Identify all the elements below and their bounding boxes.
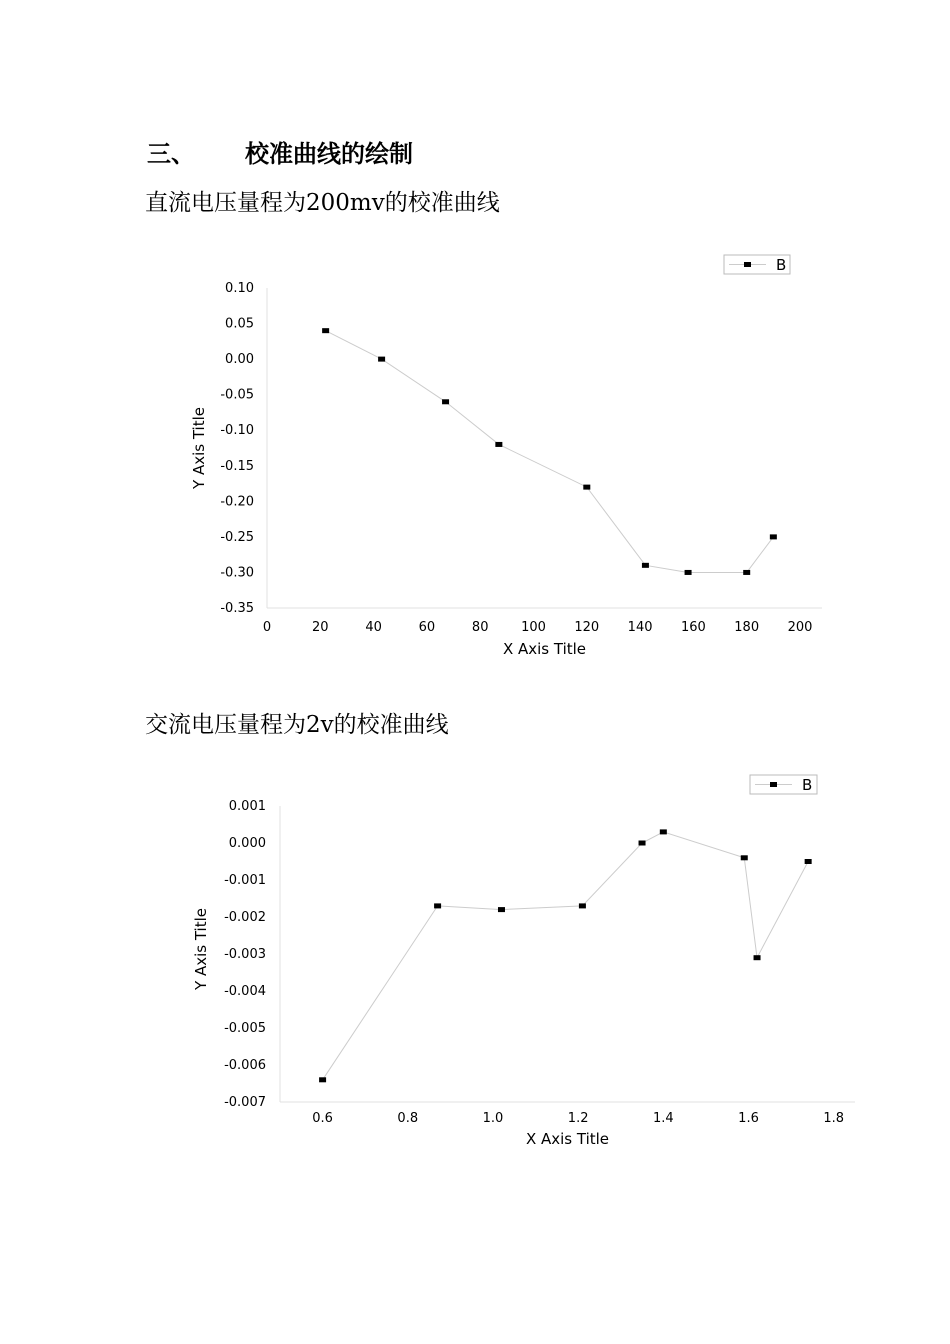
x-tick-label: 1.4 [652, 1111, 674, 1126]
y-tick-label: -0.30 [220, 565, 254, 581]
y-tick-label: 0.05 [225, 316, 254, 332]
x-tick-label: 1.2 [567, 1111, 589, 1126]
y-tick-label: -0.004 [224, 984, 266, 999]
y-tick-label: -0.10 [220, 423, 254, 439]
data-point [378, 357, 385, 362]
section-title: 校准曲线的绘制 [245, 140, 413, 168]
data-point [741, 855, 748, 860]
data-point [805, 859, 812, 864]
section-heading [147, 134, 413, 169]
x-tick-label: 140 [627, 620, 653, 635]
x-tick-label: 120 [574, 620, 600, 635]
y-tick-label: 0.10 [225, 281, 254, 296]
y-tick-label: 0.001 [228, 799, 266, 814]
legend-label: B [802, 776, 813, 794]
x-tick-label: 0 [262, 620, 272, 635]
y-tick-label: 0.000 [228, 836, 266, 851]
legend-marker [744, 262, 751, 267]
y-axis-title: Y Axis Title [190, 407, 208, 489]
x-tick-label: 100 [521, 620, 546, 635]
x-tick-label: 0.6 [312, 1111, 333, 1126]
data-point [498, 907, 505, 912]
data-point [770, 534, 777, 539]
x-tick-label: 1.6 [738, 1111, 759, 1126]
data-point [685, 570, 692, 575]
chart-caption-ac: 交流电压量程为2v的校准曲线 [145, 712, 449, 738]
data-point [579, 903, 586, 908]
x-tick-label: 40 [365, 620, 382, 635]
y-tick-label: 0.00 [225, 352, 254, 368]
x-tick-label: 0.8 [397, 1111, 419, 1126]
y-tick-label: -0.006 [224, 1058, 266, 1073]
data-point [434, 903, 441, 908]
data-point [639, 841, 646, 846]
section-number: 三、 [147, 140, 195, 168]
legend-marker [770, 782, 777, 787]
x-tick-label: 20 [312, 620, 329, 635]
chart-dc-calibration [0, 245, 950, 675]
y-axis-title: Y Axis Title [192, 908, 210, 990]
x-tick-label: 200 [787, 620, 813, 635]
series-line [323, 832, 809, 1080]
data-point [319, 1077, 326, 1082]
legend-label: B [776, 256, 787, 274]
y-tick-label: -0.001 [224, 873, 266, 888]
data-point [660, 829, 667, 834]
x-tick-label: 1.0 [482, 1111, 504, 1126]
y-tick-label: -0.007 [224, 1095, 266, 1110]
x-tick-label: 80 [471, 620, 489, 635]
data-point [642, 563, 649, 568]
x-tick-label: 160 [680, 620, 706, 635]
y-tick-label: -0.15 [220, 458, 254, 474]
y-tick-label: -0.003 [224, 947, 266, 962]
y-tick-label: -0.05 [220, 387, 254, 403]
data-point [495, 442, 502, 447]
x-tick-label: 60 [418, 620, 436, 635]
x-tick-label: 180 [734, 620, 760, 635]
y-tick-label: -0.35 [220, 601, 254, 616]
data-point [442, 399, 449, 404]
x-axis-title: X Axis Title [502, 640, 587, 658]
x-tick-label: 1.8 [823, 1111, 845, 1126]
data-point [743, 570, 750, 575]
y-tick-label: -0.20 [220, 494, 254, 510]
x-axis-title: X Axis Title [525, 1130, 610, 1148]
chart-ac-calibration [0, 765, 950, 1165]
y-tick-label: -0.002 [224, 910, 266, 925]
y-tick-label: -0.25 [220, 529, 254, 545]
data-point [322, 328, 329, 333]
chart-caption-dc: 直流电压量程为200mv的校准曲线 [145, 190, 500, 216]
data-point [754, 955, 761, 960]
series-line [326, 331, 774, 573]
data-point [583, 485, 590, 490]
y-tick-label: -0.005 [224, 1021, 266, 1036]
